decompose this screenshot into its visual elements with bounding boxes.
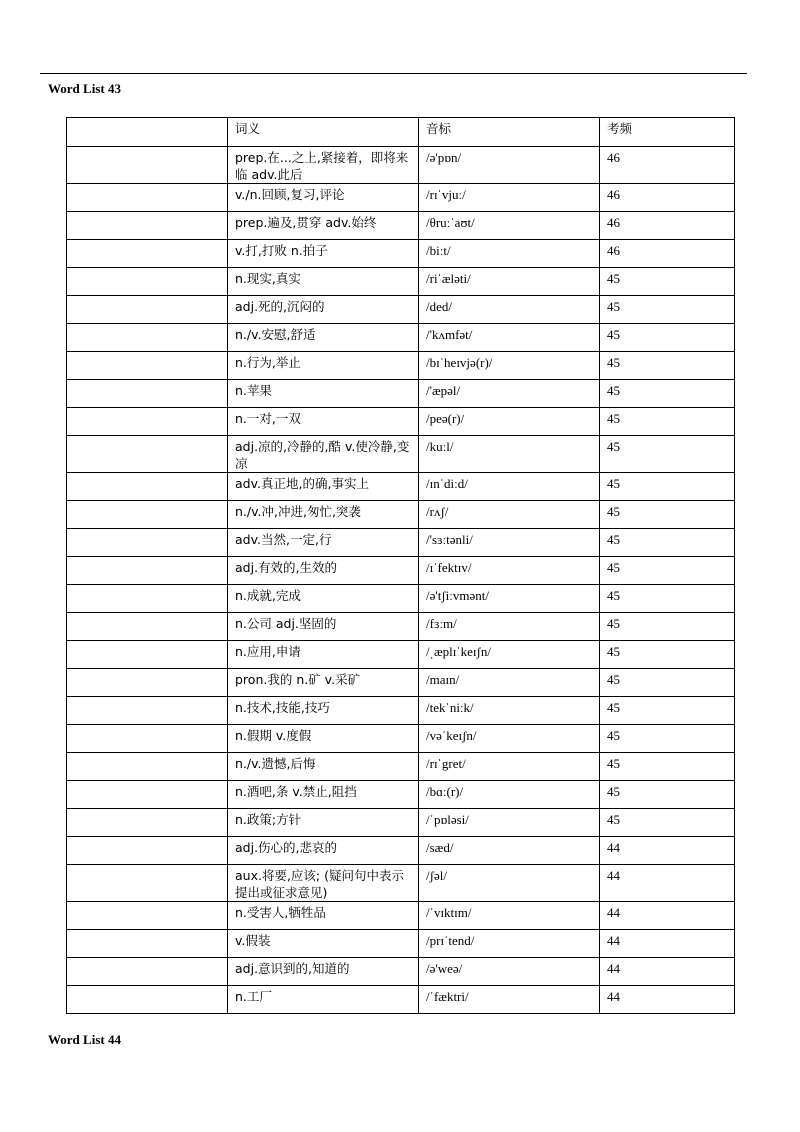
word-cell (67, 352, 228, 380)
ipa-cell: /riˈæləti/ (419, 268, 600, 296)
word-cell (67, 296, 228, 324)
table-row (67, 613, 735, 641)
word-cell (67, 408, 228, 436)
ipa-cell: /prɪˈtend/ (419, 930, 600, 958)
word-cell (67, 641, 228, 669)
meaning-cell: prep.在...之上,紧接着，即将来临 adv.此后 (228, 147, 419, 184)
word-cell (67, 557, 228, 585)
table-row (67, 837, 735, 865)
table-row (67, 986, 735, 1014)
frequency-cell: 45 (600, 501, 735, 529)
ipa-cell: /'æpəl/ (419, 380, 600, 408)
word-cell (67, 147, 228, 184)
meaning-cell: adj.凉的,冷静的,酷 v.使冷静,变凉 (228, 436, 419, 473)
meaning-cell: n.公司 adj.坚固的 (228, 613, 419, 641)
header-word (67, 118, 228, 147)
table-row (67, 296, 735, 324)
table-row (67, 930, 735, 958)
meaning-cell: prep.遍及,贯穿 adv.始终 (228, 212, 419, 240)
table-row (67, 268, 735, 296)
ipa-cell: /kuːl/ (419, 436, 600, 473)
meaning-cell: adv.当然,一定,行 (228, 529, 419, 557)
meaning-cell: n.应用,申请 (228, 641, 419, 669)
word-list-title: Word List 43 (48, 81, 121, 96)
meaning-cell: v./n.回顾,复习,评论 (228, 184, 419, 212)
ipa-cell: /ˈvɪktɪm/ (419, 902, 600, 930)
frequency-cell: 45 (600, 436, 735, 473)
table-row (67, 408, 735, 436)
frequency-cell: 46 (600, 212, 735, 240)
ipa-cell: /'kʌmfət/ (419, 324, 600, 352)
table-row (67, 352, 735, 380)
table-row (67, 529, 735, 557)
frequency-cell: 44 (600, 930, 735, 958)
meaning-cell: n.苹果 (228, 380, 419, 408)
top-rule (40, 73, 747, 74)
word-cell (67, 529, 228, 557)
table-row (67, 380, 735, 408)
ipa-cell: /peə(r)/ (419, 408, 600, 436)
frequency-cell: 46 (600, 240, 735, 268)
table-row (67, 212, 735, 240)
ipa-cell: /biːt/ (419, 240, 600, 268)
frequency-cell: 46 (600, 147, 735, 184)
ipa-cell: /ˌæplɪˈkeɪʃn/ (419, 641, 600, 669)
ipa-cell: /maɪn/ (419, 669, 600, 697)
table-row (67, 697, 735, 725)
table-header-row (67, 118, 735, 147)
ipa-cell: /ʃəl/ (419, 865, 600, 902)
meaning-cell: adj.死的,沉闷的 (228, 296, 419, 324)
table-row (67, 585, 735, 613)
frequency-cell: 44 (600, 958, 735, 986)
table-row (67, 240, 735, 268)
word-cell (67, 753, 228, 781)
table-row (67, 184, 735, 212)
frequency-cell: 45 (600, 781, 735, 809)
frequency-cell: 45 (600, 473, 735, 501)
frequency-cell: 45 (600, 697, 735, 725)
frequency-cell: 44 (600, 986, 735, 1014)
ipa-cell: /ˈfæktri/ (419, 986, 600, 1014)
frequency-cell: 45 (600, 324, 735, 352)
meaning-cell: v.假装 (228, 930, 419, 958)
table-row (67, 324, 735, 352)
meaning-cell: n./v.遗憾,后悔 (228, 753, 419, 781)
meaning-cell: adj.意识到的,知道的 (228, 958, 419, 986)
meaning-cell: adj.有效的,生效的 (228, 557, 419, 585)
frequency-cell: 44 (600, 902, 735, 930)
meaning-cell: n.假期 v.度假 (228, 725, 419, 753)
ipa-cell: /bɑː(r)/ (419, 781, 600, 809)
table-row (67, 958, 735, 986)
table-row (67, 809, 735, 837)
meaning-cell: adj.伤心的,悲哀的 (228, 837, 419, 865)
frequency-cell: 46 (600, 184, 735, 212)
table-row (67, 865, 735, 902)
meaning-cell: n.酒吧,条 v.禁止,阻挡 (228, 781, 419, 809)
frequency-cell: 44 (600, 865, 735, 902)
meaning-cell: n.工厂 (228, 986, 419, 1014)
word-cell (67, 669, 228, 697)
word-cell (67, 930, 228, 958)
table-row (67, 436, 735, 473)
table-row (67, 781, 735, 809)
table-row (67, 641, 735, 669)
ipa-cell: /tekˈniːk/ (419, 697, 600, 725)
table-row (67, 473, 735, 501)
table-row (67, 753, 735, 781)
frequency-cell: 45 (600, 529, 735, 557)
frequency-cell: 45 (600, 296, 735, 324)
meaning-cell: n.一对,一双 (228, 408, 419, 436)
word-cell (67, 585, 228, 613)
meaning-cell: n.受害人,牺牲品 (228, 902, 419, 930)
word-cell (67, 184, 228, 212)
meaning-cell: n.政策;方针 (228, 809, 419, 837)
header-ipa: 音标 (419, 118, 600, 147)
word-cell (67, 865, 228, 902)
word-cell (67, 837, 228, 865)
ipa-cell: /ə'tʃiːvmənt/ (419, 585, 600, 613)
ipa-cell: /ɪˈfektɪv/ (419, 557, 600, 585)
ipa-cell: /bɪˈheɪvjə(r)/ (419, 352, 600, 380)
word-cell (67, 986, 228, 1014)
meaning-cell: n./v.冲,冲进,匆忙,突袭 (228, 501, 419, 529)
frequency-cell: 45 (600, 557, 735, 585)
word-table (66, 117, 735, 1014)
word-cell (67, 268, 228, 296)
meaning-cell: n.现实,真实 (228, 268, 419, 296)
ipa-cell: /θruːˈaʊt/ (419, 212, 600, 240)
ipa-cell: /ə'weə/ (419, 958, 600, 986)
ipa-cell: /rʌʃ/ (419, 501, 600, 529)
meaning-cell: n./v.安慰,舒适 (228, 324, 419, 352)
ipa-cell: /ded/ (419, 296, 600, 324)
word-cell (67, 781, 228, 809)
frequency-cell: 45 (600, 585, 735, 613)
frequency-cell: 45 (600, 408, 735, 436)
frequency-cell: 45 (600, 352, 735, 380)
word-cell (67, 697, 228, 725)
frequency-cell: 44 (600, 837, 735, 865)
ipa-cell: /ˈpɒləsi/ (419, 809, 600, 837)
table-row (67, 557, 735, 585)
word-cell (67, 809, 228, 837)
table-row (67, 902, 735, 930)
word-cell (67, 613, 228, 641)
meaning-cell: n.成就,完成 (228, 585, 419, 613)
table-row (67, 147, 735, 184)
ipa-cell: /fɜːm/ (419, 613, 600, 641)
frequency-cell: 45 (600, 380, 735, 408)
ipa-cell: /rɪˈgret/ (419, 753, 600, 781)
meaning-cell: n.技术,技能,技巧 (228, 697, 419, 725)
header-meaning: 词义 (228, 118, 419, 147)
ipa-cell: /sæd/ (419, 837, 600, 865)
ipa-cell: /rɪˈvjuː/ (419, 184, 600, 212)
meaning-cell: n.行为,举止 (228, 352, 419, 380)
frequency-cell: 45 (600, 669, 735, 697)
frequency-cell: 45 (600, 809, 735, 837)
word-cell (67, 902, 228, 930)
word-cell (67, 958, 228, 986)
word-cell (67, 501, 228, 529)
word-cell (67, 212, 228, 240)
ipa-cell: /'sɜːtənli/ (419, 529, 600, 557)
word-cell (67, 324, 228, 352)
frequency-cell: 45 (600, 641, 735, 669)
ipa-cell: /vəˈkeɪʃn/ (419, 725, 600, 753)
ipa-cell: /ə'pɒn/ (419, 147, 600, 184)
table-row (67, 501, 735, 529)
frequency-cell: 45 (600, 753, 735, 781)
header-frequency: 考频 (600, 118, 735, 147)
word-cell (67, 473, 228, 501)
word-cell (67, 725, 228, 753)
word-cell (67, 380, 228, 408)
table-row (67, 725, 735, 753)
meaning-cell: pron.我的 n.矿 v.采矿 (228, 669, 419, 697)
frequency-cell: 45 (600, 613, 735, 641)
word-cell (67, 240, 228, 268)
meaning-cell: v.打,打败 n.拍子 (228, 240, 419, 268)
frequency-cell: 45 (600, 725, 735, 753)
meaning-cell: adv.真正地,的确,事实上 (228, 473, 419, 501)
meaning-cell: aux.将要,应该; (疑问句中表示提出或征求意见) (228, 865, 419, 902)
ipa-cell: /ɪnˈdiːd/ (419, 473, 600, 501)
table-row (67, 669, 735, 697)
word-list-title-next: Word List 44 (48, 1032, 121, 1047)
word-cell (67, 436, 228, 473)
frequency-cell: 45 (600, 268, 735, 296)
